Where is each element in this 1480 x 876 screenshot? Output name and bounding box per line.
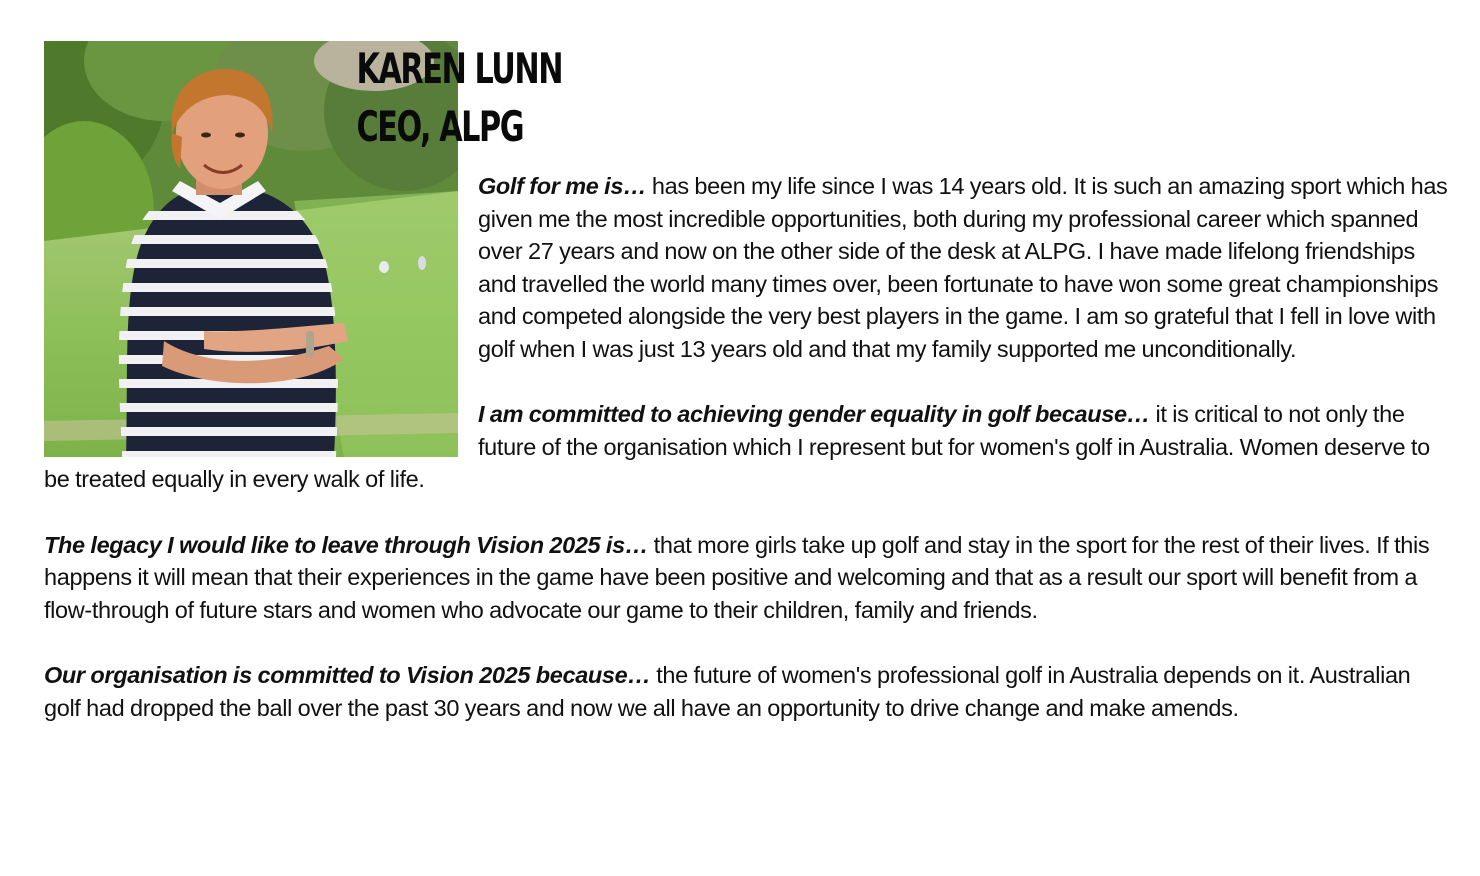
- paragraph-lead: Golf for me is…: [478, 173, 647, 199]
- paragraph-text: has been my life since I was 14 years old. It is such an amazing sport which has given me the most incredible opportunities, both during my professional career which spanned over 27 years and now on the other side of the desk at ALPG. I have made lifelong friendships and travelled the world many times over, been fortunate to have won some great championships and competed alongside the very best players in the game. I am so grateful that I fell in love with golf when I was just 13 years old and that my family supported me unconditionally.: [478, 173, 1448, 362]
- paragraph-lead: The legacy I would like to leave through Vision 2025 is…: [44, 531, 648, 558]
- paragraph-lead: I am committed to achieving gender equality in golf because…: [478, 401, 1150, 427]
- paragraph-legacy: [44, 529, 1448, 627]
- paragraph-lead: Our organisation is committed to Vision 2025 because…: [44, 662, 651, 688]
- profile-name: KAREN LUNN: [356, 44, 563, 93]
- profile-card: [44, 40, 1448, 757]
- profile-title: CEO, ALPG: [356, 102, 524, 151]
- paragraph-text: it is critical to not only the future of the organisation which I represent but for women's golf in Australia. Women deserve to be treated equally in every walk of life.: [44, 401, 1430, 492]
- paragraph-text: that more girls take up golf and stay in the sport for the rest of their lives. If this happens it will mean that their experiences in the game have been positive and welcoming and that as a result our sport will benefit from a flow-through of future stars and women who advocate our game to their children, family and friends.: [44, 531, 1430, 623]
- paragraph-text: the future of women's professional golf in Australia depends on it. Australian golf had dropped the ball over the past 30 years and now we all have an opportunity to drive change and make amends.: [44, 662, 1411, 721]
- paragraph-organisation-commitment: [44, 659, 1448, 724]
